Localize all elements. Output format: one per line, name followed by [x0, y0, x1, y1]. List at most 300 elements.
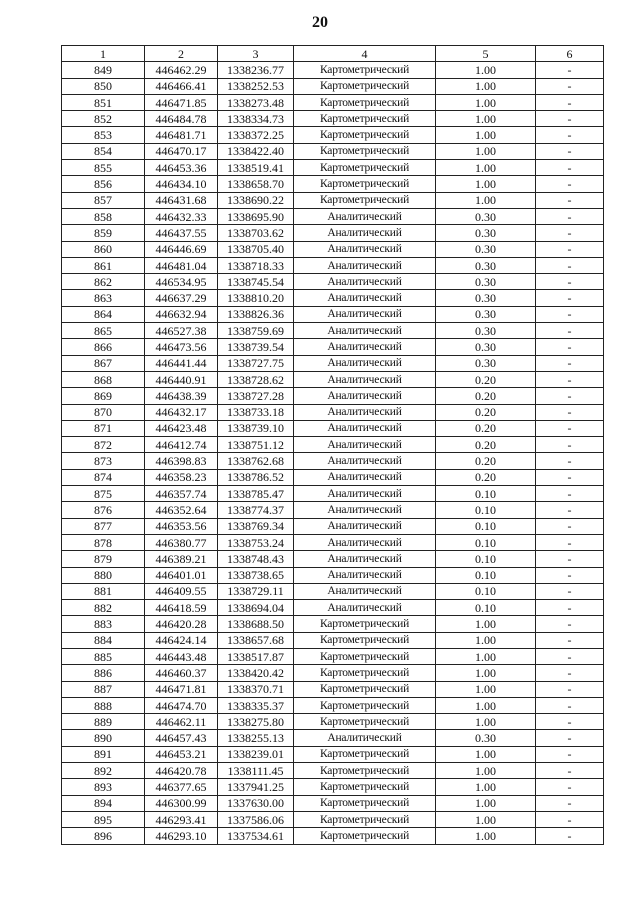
y-coordinate-cell: 1338273.48: [218, 94, 294, 110]
accuracy-cell: 1.00: [436, 811, 536, 827]
table-row: [62, 828, 604, 844]
y-coordinate-cell: 1338705.40: [218, 241, 294, 257]
method-cell: Аналитический: [294, 225, 436, 241]
table-row: [62, 714, 604, 730]
point-number-cell: 862: [62, 274, 145, 290]
table-row: [62, 763, 604, 779]
note-cell: -: [536, 388, 604, 404]
note-cell: -: [536, 404, 604, 420]
y-coordinate-cell: 1338519.41: [218, 160, 294, 176]
x-coordinate-cell: 446412.74: [145, 437, 218, 453]
point-number-cell: 894: [62, 795, 145, 811]
table-row: [62, 632, 604, 648]
table-row: [62, 127, 604, 143]
table-row: [62, 616, 604, 632]
point-number-cell: 864: [62, 306, 145, 322]
accuracy-cell: 0.10: [436, 551, 536, 567]
note-cell: -: [536, 665, 604, 681]
column-header: 2: [145, 46, 218, 62]
point-number-cell: 885: [62, 648, 145, 664]
method-cell: Картометрический: [294, 127, 436, 143]
x-coordinate-cell: 446431.68: [145, 192, 218, 208]
point-number-cell: 867: [62, 355, 145, 371]
table-row: [62, 600, 604, 616]
table-row: [62, 339, 604, 355]
table-row: [62, 388, 604, 404]
point-number-cell: 858: [62, 208, 145, 224]
point-number-cell: 887: [62, 681, 145, 697]
x-coordinate-cell: 446432.33: [145, 208, 218, 224]
table-row: [62, 648, 604, 664]
method-cell: Аналитический: [294, 534, 436, 550]
x-coordinate-cell: 446293.10: [145, 828, 218, 844]
y-coordinate-cell: 1338111.45: [218, 763, 294, 779]
point-number-cell: 877: [62, 518, 145, 534]
method-cell: Картометрический: [294, 616, 436, 632]
point-number-cell: 875: [62, 486, 145, 502]
point-number-cell: 889: [62, 714, 145, 730]
accuracy-cell: 1.00: [436, 143, 536, 159]
accuracy-cell: 0.30: [436, 355, 536, 371]
table-row: [62, 160, 604, 176]
table-row: [62, 551, 604, 567]
note-cell: -: [536, 257, 604, 273]
table-row: [62, 290, 604, 306]
note-cell: -: [536, 225, 604, 241]
y-coordinate-cell: 1338739.10: [218, 420, 294, 436]
x-coordinate-cell: 446470.17: [145, 143, 218, 159]
note-cell: -: [536, 469, 604, 485]
table-row: [62, 795, 604, 811]
x-coordinate-cell: 446473.56: [145, 339, 218, 355]
y-coordinate-cell: 1338727.75: [218, 355, 294, 371]
point-number-cell: 874: [62, 469, 145, 485]
coordinates-table-container: [61, 45, 603, 845]
method-cell: Аналитический: [294, 371, 436, 387]
accuracy-cell: 1.00: [436, 779, 536, 795]
table-row: [62, 355, 604, 371]
y-coordinate-cell: 1338728.62: [218, 371, 294, 387]
method-cell: Аналитический: [294, 208, 436, 224]
accuracy-cell: 1.00: [436, 632, 536, 648]
y-coordinate-cell: 1338422.40: [218, 143, 294, 159]
x-coordinate-cell: 446398.83: [145, 453, 218, 469]
point-number-cell: 890: [62, 730, 145, 746]
x-coordinate-cell: 446441.44: [145, 355, 218, 371]
table-row: [62, 78, 604, 94]
method-cell: Аналитический: [294, 241, 436, 257]
x-coordinate-cell: 446534.95: [145, 274, 218, 290]
x-coordinate-cell: 446474.70: [145, 697, 218, 713]
accuracy-cell: 0.30: [436, 208, 536, 224]
table-row: [62, 143, 604, 159]
note-cell: -: [536, 306, 604, 322]
x-coordinate-cell: 446380.77: [145, 534, 218, 550]
table-row: [62, 62, 604, 78]
method-cell: Картометрический: [294, 648, 436, 664]
x-coordinate-cell: 446443.48: [145, 648, 218, 664]
note-cell: -: [536, 355, 604, 371]
column-header: 5: [436, 46, 536, 62]
accuracy-cell: 0.30: [436, 290, 536, 306]
point-number-cell: 854: [62, 143, 145, 159]
point-number-cell: 849: [62, 62, 145, 78]
table-row: [62, 681, 604, 697]
y-coordinate-cell: 1337586.06: [218, 811, 294, 827]
note-cell: -: [536, 534, 604, 550]
accuracy-cell: 0.30: [436, 730, 536, 746]
y-coordinate-cell: 1338729.11: [218, 583, 294, 599]
method-cell: Аналитический: [294, 339, 436, 355]
x-coordinate-cell: 446460.37: [145, 665, 218, 681]
accuracy-cell: 1.00: [436, 616, 536, 632]
method-cell: Картометрический: [294, 763, 436, 779]
accuracy-cell: 0.20: [436, 453, 536, 469]
x-coordinate-cell: 446462.11: [145, 714, 218, 730]
accuracy-cell: 0.30: [436, 323, 536, 339]
point-number-cell: 881: [62, 583, 145, 599]
x-coordinate-cell: 446637.29: [145, 290, 218, 306]
method-cell: Картометрический: [294, 62, 436, 78]
y-coordinate-cell: 1338335.37: [218, 697, 294, 713]
accuracy-cell: 1.00: [436, 697, 536, 713]
method-cell: Картометрический: [294, 811, 436, 827]
table-row: [62, 111, 604, 127]
point-number-cell: 882: [62, 600, 145, 616]
table-row: [62, 323, 604, 339]
x-coordinate-cell: 446437.55: [145, 225, 218, 241]
x-coordinate-cell: 446446.69: [145, 241, 218, 257]
x-coordinate-cell: 446293.41: [145, 811, 218, 827]
y-coordinate-cell: 1338739.54: [218, 339, 294, 355]
column-header: 3: [218, 46, 294, 62]
accuracy-cell: 0.10: [436, 486, 536, 502]
point-number-cell: 855: [62, 160, 145, 176]
accuracy-cell: 1.00: [436, 795, 536, 811]
y-coordinate-cell: 1338727.28: [218, 388, 294, 404]
note-cell: -: [536, 730, 604, 746]
accuracy-cell: 0.20: [436, 437, 536, 453]
table-row: [62, 534, 604, 550]
note-cell: -: [536, 600, 604, 616]
point-number-cell: 865: [62, 323, 145, 339]
column-header: 4: [294, 46, 436, 62]
point-number-cell: 850: [62, 78, 145, 94]
note-cell: -: [536, 746, 604, 762]
table-row: [62, 306, 604, 322]
note-cell: -: [536, 127, 604, 143]
note-cell: -: [536, 323, 604, 339]
x-coordinate-cell: 446527.38: [145, 323, 218, 339]
table-row: [62, 665, 604, 681]
method-cell: Аналитический: [294, 290, 436, 306]
accuracy-cell: 0.10: [436, 567, 536, 583]
table-row: [62, 241, 604, 257]
table-row: [62, 746, 604, 762]
point-number-cell: 891: [62, 746, 145, 762]
point-number-cell: 871: [62, 420, 145, 436]
x-coordinate-cell: 446440.91: [145, 371, 218, 387]
table-row: [62, 811, 604, 827]
table-row: [62, 453, 604, 469]
method-cell: Аналитический: [294, 437, 436, 453]
method-cell: Аналитический: [294, 453, 436, 469]
note-cell: -: [536, 811, 604, 827]
method-cell: Картометрический: [294, 665, 436, 681]
accuracy-cell: 1.00: [436, 111, 536, 127]
y-coordinate-cell: 1338826.36: [218, 306, 294, 322]
method-cell: Аналитический: [294, 355, 436, 371]
table-row: [62, 779, 604, 795]
y-coordinate-cell: 1338751.12: [218, 437, 294, 453]
point-number-cell: 852: [62, 111, 145, 127]
accuracy-cell: 1.00: [436, 127, 536, 143]
y-coordinate-cell: 1338753.24: [218, 534, 294, 550]
note-cell: -: [536, 176, 604, 192]
accuracy-cell: 1.00: [436, 763, 536, 779]
note-cell: -: [536, 616, 604, 632]
accuracy-cell: 0.30: [436, 241, 536, 257]
point-number-cell: 860: [62, 241, 145, 257]
y-coordinate-cell: 1338769.34: [218, 518, 294, 534]
note-cell: -: [536, 486, 604, 502]
method-cell: Картометрический: [294, 697, 436, 713]
y-coordinate-cell: 1338733.18: [218, 404, 294, 420]
table-row: [62, 192, 604, 208]
note-cell: -: [536, 502, 604, 518]
accuracy-cell: 0.20: [436, 420, 536, 436]
table-row: [62, 469, 604, 485]
note-cell: -: [536, 648, 604, 664]
method-cell: Аналитический: [294, 306, 436, 322]
x-coordinate-cell: 446471.85: [145, 94, 218, 110]
accuracy-cell: 0.30: [436, 257, 536, 273]
method-cell: Аналитический: [294, 600, 436, 616]
x-coordinate-cell: 446420.78: [145, 763, 218, 779]
column-header: 1: [62, 46, 145, 62]
accuracy-cell: 0.10: [436, 583, 536, 599]
note-cell: -: [536, 567, 604, 583]
note-cell: -: [536, 697, 604, 713]
y-coordinate-cell: 1338774.37: [218, 502, 294, 518]
method-cell: Аналитический: [294, 469, 436, 485]
note-cell: -: [536, 763, 604, 779]
y-coordinate-cell: 1338738.65: [218, 567, 294, 583]
note-cell: -: [536, 551, 604, 567]
method-cell: Аналитический: [294, 551, 436, 567]
accuracy-cell: 0.20: [436, 371, 536, 387]
method-cell: Аналитический: [294, 567, 436, 583]
y-coordinate-cell: 1338370.71: [218, 681, 294, 697]
point-number-cell: 895: [62, 811, 145, 827]
note-cell: -: [536, 290, 604, 306]
x-coordinate-cell: 446481.04: [145, 257, 218, 273]
point-number-cell: 866: [62, 339, 145, 355]
x-coordinate-cell: 446357.74: [145, 486, 218, 502]
accuracy-cell: 0.10: [436, 600, 536, 616]
point-number-cell: 863: [62, 290, 145, 306]
table-header-row: [62, 46, 604, 62]
point-number-cell: 876: [62, 502, 145, 518]
y-coordinate-cell: 1337941.25: [218, 779, 294, 795]
note-cell: -: [536, 437, 604, 453]
point-number-cell: 886: [62, 665, 145, 681]
y-coordinate-cell: 1338703.62: [218, 225, 294, 241]
method-cell: Картометрический: [294, 714, 436, 730]
accuracy-cell: 1.00: [436, 648, 536, 664]
x-coordinate-cell: 446418.59: [145, 600, 218, 616]
point-number-cell: 870: [62, 404, 145, 420]
table-row: [62, 420, 604, 436]
note-cell: -: [536, 111, 604, 127]
method-cell: Картометрический: [294, 94, 436, 110]
point-number-cell: 883: [62, 616, 145, 632]
table-row: [62, 697, 604, 713]
point-number-cell: 884: [62, 632, 145, 648]
x-coordinate-cell: 446377.65: [145, 779, 218, 795]
accuracy-cell: 1.00: [436, 665, 536, 681]
x-coordinate-cell: 446466.41: [145, 78, 218, 94]
method-cell: Аналитический: [294, 518, 436, 534]
point-number-cell: 872: [62, 437, 145, 453]
note-cell: -: [536, 208, 604, 224]
y-coordinate-cell: 1338239.01: [218, 746, 294, 762]
method-cell: Картометрический: [294, 111, 436, 127]
x-coordinate-cell: 446434.10: [145, 176, 218, 192]
x-coordinate-cell: 446389.21: [145, 551, 218, 567]
accuracy-cell: 0.20: [436, 388, 536, 404]
note-cell: -: [536, 453, 604, 469]
method-cell: Аналитический: [294, 404, 436, 420]
method-cell: Картометрический: [294, 828, 436, 844]
note-cell: -: [536, 274, 604, 290]
accuracy-cell: 1.00: [436, 176, 536, 192]
point-number-cell: 851: [62, 94, 145, 110]
note-cell: -: [536, 62, 604, 78]
method-cell: Картометрический: [294, 746, 436, 762]
table-row: [62, 437, 604, 453]
y-coordinate-cell: 1337534.61: [218, 828, 294, 844]
point-number-cell: 859: [62, 225, 145, 241]
table-row: [62, 583, 604, 599]
accuracy-cell: 0.20: [436, 469, 536, 485]
point-number-cell: 856: [62, 176, 145, 192]
note-cell: -: [536, 828, 604, 844]
x-coordinate-cell: 446484.78: [145, 111, 218, 127]
method-cell: Аналитический: [294, 323, 436, 339]
method-cell: Картометрический: [294, 795, 436, 811]
note-cell: -: [536, 339, 604, 355]
point-number-cell: 892: [62, 763, 145, 779]
point-number-cell: 880: [62, 567, 145, 583]
y-coordinate-cell: 1338372.25: [218, 127, 294, 143]
method-cell: Картометрический: [294, 632, 436, 648]
accuracy-cell: 1.00: [436, 160, 536, 176]
method-cell: Аналитический: [294, 420, 436, 436]
note-cell: -: [536, 192, 604, 208]
accuracy-cell: 1.00: [436, 94, 536, 110]
point-number-cell: 868: [62, 371, 145, 387]
table-row: [62, 225, 604, 241]
method-cell: Картометрический: [294, 143, 436, 159]
point-number-cell: 893: [62, 779, 145, 795]
note-cell: -: [536, 78, 604, 94]
x-coordinate-cell: 446457.43: [145, 730, 218, 746]
x-coordinate-cell: 446453.21: [145, 746, 218, 762]
method-cell: Картометрический: [294, 192, 436, 208]
note-cell: -: [536, 143, 604, 159]
y-coordinate-cell: 1338688.50: [218, 616, 294, 632]
accuracy-cell: 1.00: [436, 192, 536, 208]
accuracy-cell: 0.10: [436, 518, 536, 534]
table-row: [62, 257, 604, 273]
accuracy-cell: 0.10: [436, 534, 536, 550]
x-coordinate-cell: 446352.64: [145, 502, 218, 518]
note-cell: -: [536, 518, 604, 534]
x-coordinate-cell: 446353.56: [145, 518, 218, 534]
y-coordinate-cell: 1338236.77: [218, 62, 294, 78]
x-coordinate-cell: 446462.29: [145, 62, 218, 78]
x-coordinate-cell: 446300.99: [145, 795, 218, 811]
method-cell: Картометрический: [294, 160, 436, 176]
note-cell: -: [536, 241, 604, 257]
note-cell: -: [536, 420, 604, 436]
x-coordinate-cell: 446401.01: [145, 567, 218, 583]
point-number-cell: 857: [62, 192, 145, 208]
x-coordinate-cell: 446424.14: [145, 632, 218, 648]
y-coordinate-cell: 1338694.04: [218, 600, 294, 616]
y-coordinate-cell: 1338658.70: [218, 176, 294, 192]
note-cell: -: [536, 714, 604, 730]
point-number-cell: 878: [62, 534, 145, 550]
x-coordinate-cell: 446432.17: [145, 404, 218, 420]
x-coordinate-cell: 446632.94: [145, 306, 218, 322]
y-coordinate-cell: 1338252.53: [218, 78, 294, 94]
note-cell: -: [536, 160, 604, 176]
x-coordinate-cell: 446358.23: [145, 469, 218, 485]
point-number-cell: 888: [62, 697, 145, 713]
y-coordinate-cell: 1338786.52: [218, 469, 294, 485]
point-number-cell: 861: [62, 257, 145, 273]
y-coordinate-cell: 1338745.54: [218, 274, 294, 290]
method-cell: Картометрический: [294, 779, 436, 795]
table-row: [62, 176, 604, 192]
y-coordinate-cell: 1337630.00: [218, 795, 294, 811]
column-header: 6: [536, 46, 604, 62]
accuracy-cell: 0.30: [436, 225, 536, 241]
method-cell: Аналитический: [294, 730, 436, 746]
point-number-cell: 873: [62, 453, 145, 469]
accuracy-cell: 0.10: [436, 502, 536, 518]
y-coordinate-cell: 1338718.33: [218, 257, 294, 273]
method-cell: Картометрический: [294, 78, 436, 94]
table-row: [62, 730, 604, 746]
x-coordinate-cell: 446481.71: [145, 127, 218, 143]
note-cell: -: [536, 779, 604, 795]
x-coordinate-cell: 446420.28: [145, 616, 218, 632]
note-cell: -: [536, 583, 604, 599]
point-number-cell: 879: [62, 551, 145, 567]
y-coordinate-cell: 1338748.43: [218, 551, 294, 567]
method-cell: Аналитический: [294, 388, 436, 404]
y-coordinate-cell: 1338517.87: [218, 648, 294, 664]
accuracy-cell: 1.00: [436, 62, 536, 78]
y-coordinate-cell: 1338762.68: [218, 453, 294, 469]
method-cell: Картометрический: [294, 176, 436, 192]
accuracy-cell: 1.00: [436, 714, 536, 730]
y-coordinate-cell: 1338420.42: [218, 665, 294, 681]
y-coordinate-cell: 1338695.90: [218, 208, 294, 224]
